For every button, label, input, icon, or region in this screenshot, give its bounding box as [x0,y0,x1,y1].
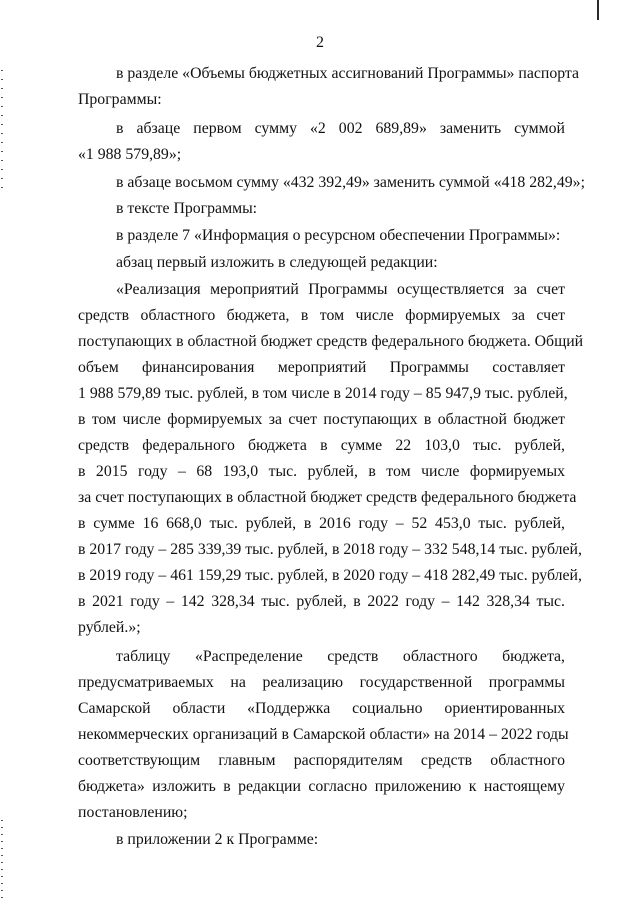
text-line: 1 988 579,89 тыс. рублей, в том числе в 2014 году – 85 947,9 тыс. рублей, [78,385,568,402]
text-line: в абзаце восьмом сумму «432 392,49» заменить суммой «418 282,49»; [116,174,585,191]
text-line: средств областного бюджета, в том числе формируемых за счет [78,307,565,324]
text-line: в сумме 16 668,0 тыс. рублей, в 2016 году – 52 453,0 тыс. рублей, [78,515,565,532]
text-line: объем финансирования мероприятий Программы составляет [78,359,565,376]
text-line: «1 988 579,89»; [78,146,182,163]
page-number: 2 [316,34,324,51]
text-line: в разделе 7 «Информация о ресурсном обеспечении Программы»: [116,227,561,244]
text-line: в разделе «Объемы бюджетных ассигнований Программы» паспорта [116,65,580,82]
scan-edge-marks-upper [1,70,3,190]
text-line: в абзаце первом сумму «2 002 689,89» заменить суммой [116,120,565,137]
text-line: за счет поступающих в областной бюджет средств федерального бюджета [78,489,577,506]
text-line: таблицу «Распределение средств областного бюджета, [116,648,565,665]
text-line: средств федерального бюджета в сумме 22 103,0 тыс. рублей, [78,437,565,454]
text-line: предусматриваемых на реализацию государственной программы [78,674,565,691]
text-line: в 2019 году – 461 159,29 тыс. рублей, в 2020 году – 418 282,49 тыс. рублей, [78,567,582,584]
text-line: в том числе формируемых за счет поступающих в областной бюджет [78,411,565,428]
text-line: «Реализация мероприятий Программы осуществляется за счет [116,281,565,298]
text-line: в тексте Программы: [116,200,258,217]
text-line: рублей.»; [78,619,141,636]
text-line: некоммерческих организаций в Самарской области» на 2014 – 2022 годы [78,726,569,743]
scan-edge-marks-lower [1,820,3,900]
text-line: бюджета» изложить в редакции согласно приложению к настоящему [78,778,565,795]
scan-mark-top-right [597,0,599,20]
text-line: в 2021 году – 142 328,34 тыс. рублей, в 2022 году – 142 328,34 тыс. [78,593,565,610]
text-line: абзац первый изложить в следующей редакции: [116,254,438,271]
text-line: Самарской области «Поддержка социально ориентированных [78,700,565,717]
text-line: в приложении 2 к Программе: [116,831,319,848]
text-line: поступающих в областной бюджет средств федерального бюджета. Общий [78,333,584,350]
text-line: постановлению; [78,804,188,821]
text-line: Программы: [78,91,162,108]
text-line: соответствующим главным распорядителям средств областного [78,752,565,769]
text-line: в 2017 году – 285 339,39 тыс. рублей, в 2018 году – 332 548,14 тыс. рублей, [78,541,582,558]
text-line: в 2015 году – 68 193,0 тыс. рублей, в том числе формируемых [78,463,565,480]
